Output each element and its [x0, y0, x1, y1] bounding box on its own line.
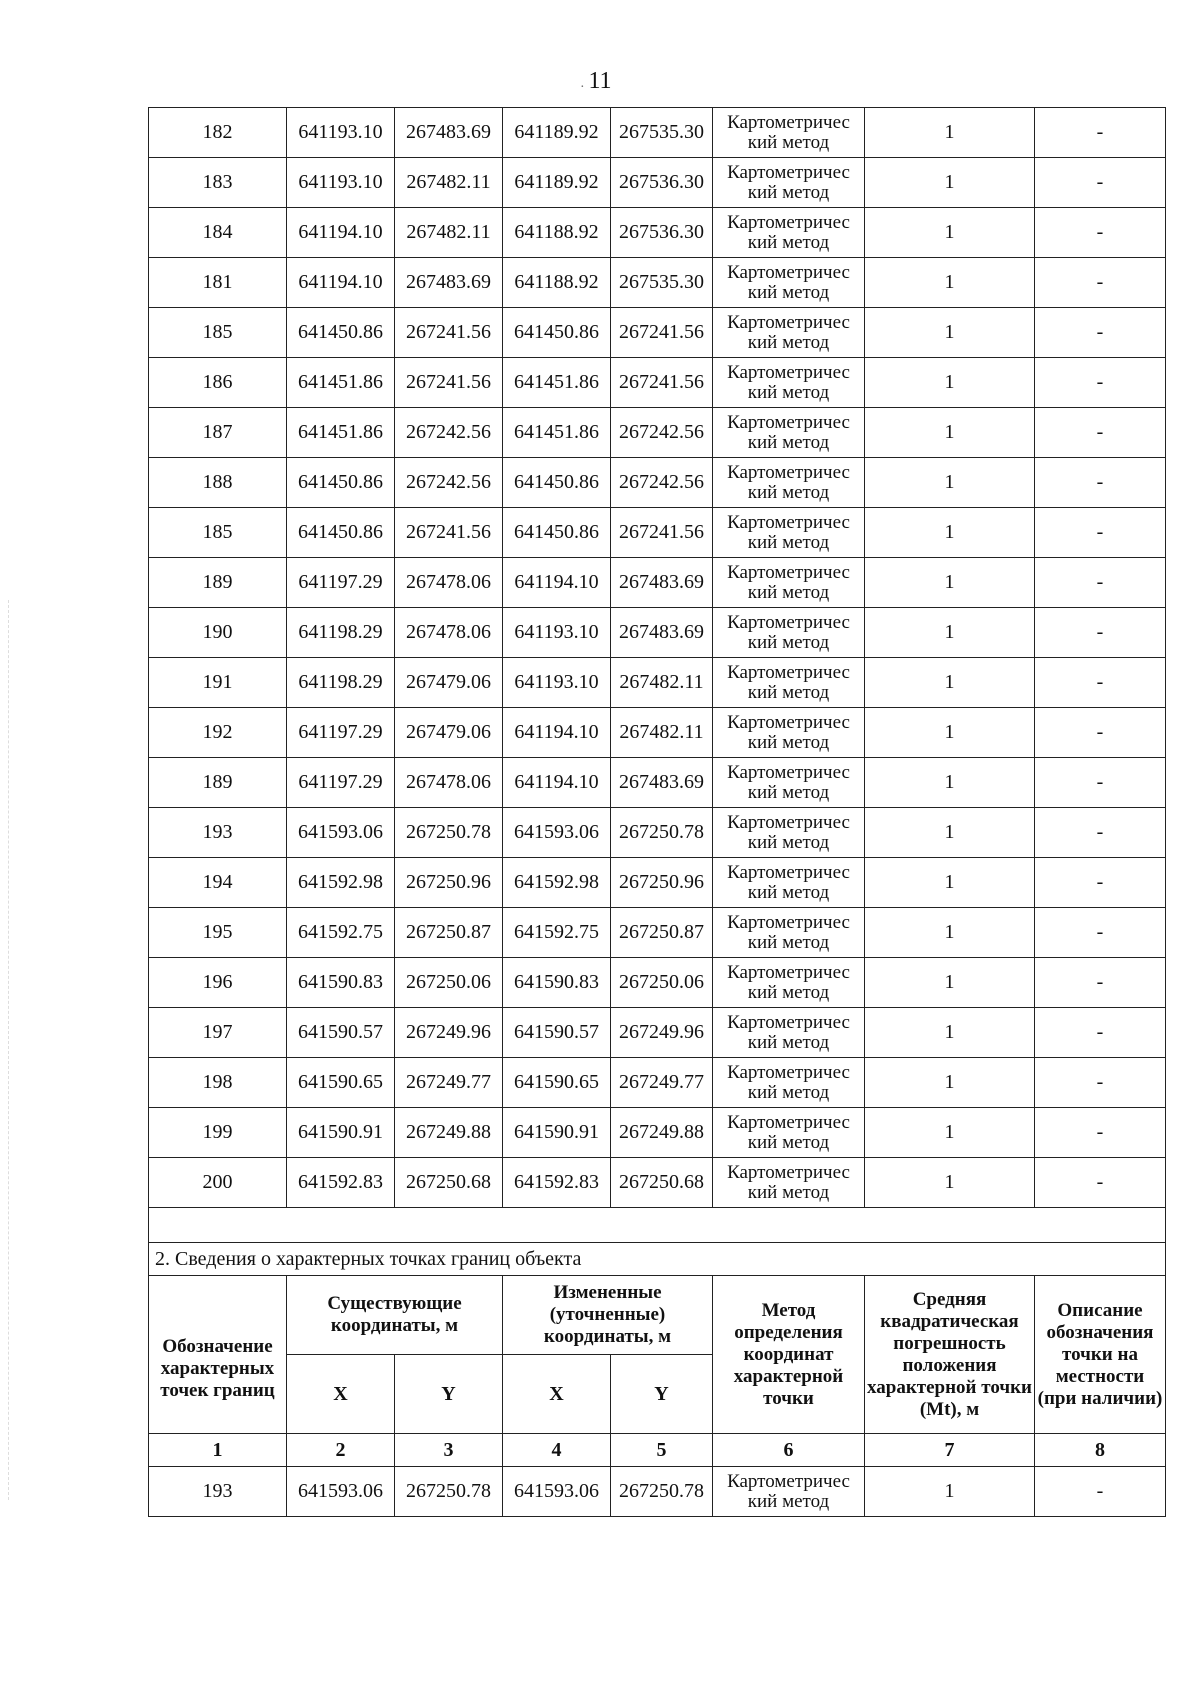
- method-cell: Картометричес кий метод: [713, 958, 865, 1008]
- existing-x-cell: 641193.10: [287, 158, 395, 208]
- error-cell: 1: [865, 1108, 1035, 1158]
- changed-x-cell: 641193.10: [503, 658, 611, 708]
- point-id-cell: 193: [149, 1467, 287, 1517]
- existing-x-cell: 641592.83: [287, 1158, 395, 1208]
- existing-y-cell: 267250.68: [395, 1158, 503, 1208]
- changed-y-cell: 267250.96: [611, 858, 713, 908]
- column-number: 7: [865, 1434, 1035, 1467]
- existing-y-cell: 267478.06: [395, 758, 503, 808]
- method-cell: Картометричес кий метод: [713, 708, 865, 758]
- point-id-cell: 181: [149, 258, 287, 308]
- header-description: Описание обозначения точки на местности (при наличии): [1035, 1276, 1166, 1434]
- method-cell: Картометричес кий метод: [713, 1158, 865, 1208]
- description-cell: -: [1035, 208, 1166, 258]
- error-cell: 1: [865, 558, 1035, 608]
- column-number: 6: [713, 1434, 865, 1467]
- description-cell: -: [1035, 408, 1166, 458]
- method-cell: Картометричес кий метод: [713, 458, 865, 508]
- description-cell: -: [1035, 108, 1166, 158]
- column-number: 5: [611, 1434, 713, 1467]
- existing-x-cell: 641193.10: [287, 108, 395, 158]
- point-id-cell: 185: [149, 308, 287, 358]
- description-cell: -: [1035, 1467, 1166, 1517]
- table-body-section2: [149, 1467, 1166, 1517]
- existing-x-cell: 641197.29: [287, 708, 395, 758]
- existing-y-cell: 267479.06: [395, 658, 503, 708]
- method-cell: Картометричес кий метод: [713, 908, 865, 958]
- method-cell: Картометричес кий метод: [713, 258, 865, 308]
- error-cell: 1: [865, 458, 1035, 508]
- changed-y-cell: 267242.56: [611, 458, 713, 508]
- column-number: 8: [1035, 1434, 1166, 1467]
- header-row-1: [149, 1276, 1166, 1355]
- method-cell: Картометричес кий метод: [713, 758, 865, 808]
- description-cell: -: [1035, 1058, 1166, 1108]
- description-cell: -: [1035, 908, 1166, 958]
- description-cell: -: [1035, 458, 1166, 508]
- description-cell: -: [1035, 158, 1166, 208]
- existing-y-cell: 267250.06: [395, 958, 503, 1008]
- changed-x-cell: 641590.57: [503, 1008, 611, 1058]
- existing-x-cell: 641590.57: [287, 1008, 395, 1058]
- table-row: [149, 508, 1166, 558]
- point-id-cell: 198: [149, 1058, 287, 1108]
- changed-y-cell: 267535.30: [611, 258, 713, 308]
- existing-x-cell: 641592.75: [287, 908, 395, 958]
- method-cell: Картометричес кий метод: [713, 558, 865, 608]
- table-row: [149, 908, 1166, 958]
- section-title-row: [149, 1243, 1166, 1276]
- column-number: 3: [395, 1434, 503, 1467]
- point-id-cell: 183: [149, 158, 287, 208]
- existing-y-cell: 267482.11: [395, 158, 503, 208]
- section-title: 2. Сведения о характерных точках границ объекта: [149, 1243, 1166, 1276]
- existing-x-cell: 641450.86: [287, 308, 395, 358]
- existing-y-cell: 267242.56: [395, 458, 503, 508]
- existing-y-cell: 267479.06: [395, 708, 503, 758]
- table-row: [149, 1058, 1166, 1108]
- description-cell: -: [1035, 958, 1166, 1008]
- header-y-changed: Y: [611, 1355, 713, 1434]
- existing-x-cell: 641450.86: [287, 508, 395, 558]
- changed-x-cell: 641592.75: [503, 908, 611, 958]
- table-row: [149, 958, 1166, 1008]
- blank-row: [149, 1208, 1166, 1243]
- table-row: [149, 408, 1166, 458]
- existing-x-cell: 641592.98: [287, 858, 395, 908]
- existing-y-cell: 267249.88: [395, 1108, 503, 1158]
- error-cell: 1: [865, 358, 1035, 408]
- method-cell: Картометричес кий метод: [713, 658, 865, 708]
- header-method: Метод определения координат характерной точки: [713, 1276, 865, 1434]
- changed-y-cell: 267250.06: [611, 958, 713, 1008]
- description-cell: -: [1035, 808, 1166, 858]
- table-body-section1: [149, 108, 1166, 1208]
- existing-y-cell: 267249.96: [395, 1008, 503, 1058]
- point-id-cell: 188: [149, 458, 287, 508]
- changed-y-cell: 267250.78: [611, 808, 713, 858]
- coordinates-table: [148, 107, 1166, 1517]
- changed-x-cell: 641188.92: [503, 208, 611, 258]
- method-cell: Картометричес кий метод: [713, 808, 865, 858]
- description-cell: -: [1035, 858, 1166, 908]
- existing-x-cell: 641590.83: [287, 958, 395, 1008]
- existing-y-cell: 267478.06: [395, 608, 503, 658]
- changed-y-cell: 267483.69: [611, 608, 713, 658]
- table-row: [149, 658, 1166, 708]
- changed-x-cell: 641450.86: [503, 458, 611, 508]
- existing-y-cell: 267250.78: [395, 1467, 503, 1517]
- table-row: [149, 158, 1166, 208]
- existing-y-cell: 267250.87: [395, 908, 503, 958]
- point-id-cell: 192: [149, 708, 287, 758]
- error-cell: 1: [865, 1058, 1035, 1108]
- existing-y-cell: 267250.78: [395, 808, 503, 858]
- changed-x-cell: 641194.10: [503, 758, 611, 808]
- existing-y-cell: 267478.06: [395, 558, 503, 608]
- description-cell: -: [1035, 508, 1166, 558]
- existing-x-cell: 641450.86: [287, 458, 395, 508]
- table-row: [149, 1158, 1166, 1208]
- description-cell: -: [1035, 658, 1166, 708]
- point-id-cell: 195: [149, 908, 287, 958]
- point-id-cell: 189: [149, 758, 287, 808]
- point-id-cell: 200: [149, 1158, 287, 1208]
- error-cell: 1: [865, 658, 1035, 708]
- header-changed-coordinates: Измененные (уточненные) координаты, м: [503, 1276, 713, 1355]
- changed-y-cell: 267250.87: [611, 908, 713, 958]
- header-x-changed: X: [503, 1355, 611, 1434]
- changed-y-cell: 267249.77: [611, 1058, 713, 1108]
- table-row: [149, 858, 1166, 908]
- changed-x-cell: 641188.92: [503, 258, 611, 308]
- changed-x-cell: 641592.83: [503, 1158, 611, 1208]
- changed-x-cell: 641590.65: [503, 1058, 611, 1108]
- error-cell: 1: [865, 808, 1035, 858]
- existing-y-cell: 267250.96: [395, 858, 503, 908]
- description-cell: -: [1035, 308, 1166, 358]
- existing-y-cell: 267483.69: [395, 258, 503, 308]
- method-cell: Картометричес кий метод: [713, 108, 865, 158]
- existing-y-cell: 267483.69: [395, 108, 503, 158]
- changed-y-cell: 267241.56: [611, 508, 713, 558]
- error-cell: 1: [865, 758, 1035, 808]
- changed-y-cell: 267241.56: [611, 358, 713, 408]
- changed-x-cell: 641451.86: [503, 358, 611, 408]
- table-row: [149, 1108, 1166, 1158]
- header-x-existing: X: [287, 1355, 395, 1434]
- description-cell: -: [1035, 358, 1166, 408]
- error-cell: 1: [865, 908, 1035, 958]
- error-cell: 1: [865, 408, 1035, 458]
- method-cell: Картометричес кий метод: [713, 408, 865, 458]
- table-row: [149, 308, 1166, 358]
- table-row: [149, 258, 1166, 308]
- error-cell: 1: [865, 308, 1035, 358]
- changed-x-cell: 641593.06: [503, 1467, 611, 1517]
- changed-y-cell: 267482.11: [611, 658, 713, 708]
- changed-y-cell: 267536.30: [611, 208, 713, 258]
- table-row: [149, 758, 1166, 808]
- header-point-designation: Обозначение характерных точек границ: [149, 1276, 287, 1434]
- column-number: 4: [503, 1434, 611, 1467]
- changed-y-cell: 267241.56: [611, 308, 713, 358]
- table-row: [149, 808, 1166, 858]
- existing-x-cell: 641593.06: [287, 1467, 395, 1517]
- point-id-cell: 186: [149, 358, 287, 408]
- table-row: [149, 608, 1166, 658]
- description-cell: -: [1035, 708, 1166, 758]
- error-cell: 1: [865, 708, 1035, 758]
- point-id-cell: 190: [149, 608, 287, 658]
- point-id-cell: 191: [149, 658, 287, 708]
- description-cell: -: [1035, 1158, 1166, 1208]
- existing-y-cell: 267241.56: [395, 358, 503, 408]
- changed-y-cell: 267482.11: [611, 708, 713, 758]
- changed-x-cell: 641451.86: [503, 408, 611, 458]
- point-id-cell: 189: [149, 558, 287, 608]
- table-row: [149, 458, 1166, 508]
- changed-y-cell: 267535.30: [611, 108, 713, 158]
- error-cell: 1: [865, 1158, 1035, 1208]
- changed-y-cell: 267483.69: [611, 758, 713, 808]
- table-row: [149, 708, 1166, 758]
- error-cell: 1: [865, 258, 1035, 308]
- point-id-cell: 194: [149, 858, 287, 908]
- method-cell: Картометричес кий метод: [713, 1108, 865, 1158]
- column-numbers-row: [149, 1434, 1166, 1467]
- table-row: [149, 108, 1166, 158]
- error-cell: 1: [865, 1467, 1035, 1517]
- error-cell: 1: [865, 208, 1035, 258]
- header-y-existing: Y: [395, 1355, 503, 1434]
- table-row: [149, 558, 1166, 608]
- scan-edge-mark: [8, 600, 10, 1500]
- changed-y-cell: 267250.68: [611, 1158, 713, 1208]
- changed-y-cell: 267249.88: [611, 1108, 713, 1158]
- table-row: [149, 208, 1166, 258]
- description-cell: -: [1035, 258, 1166, 308]
- description-cell: -: [1035, 758, 1166, 808]
- method-cell: Картометричес кий метод: [713, 308, 865, 358]
- page-dot: ·: [580, 80, 585, 95]
- changed-y-cell: 267536.30: [611, 158, 713, 208]
- method-cell: Картометричес кий метод: [713, 608, 865, 658]
- existing-y-cell: 267241.56: [395, 508, 503, 558]
- existing-x-cell: 641451.86: [287, 408, 395, 458]
- existing-y-cell: 267241.56: [395, 308, 503, 358]
- point-id-cell: 187: [149, 408, 287, 458]
- error-cell: 1: [865, 108, 1035, 158]
- existing-y-cell: 267249.77: [395, 1058, 503, 1108]
- error-cell: 1: [865, 608, 1035, 658]
- point-id-cell: 184: [149, 208, 287, 258]
- error-cell: 1: [865, 1008, 1035, 1058]
- column-number: 2: [287, 1434, 395, 1467]
- method-cell: Картометричес кий метод: [713, 358, 865, 408]
- existing-x-cell: 641198.29: [287, 658, 395, 708]
- method-cell: Картометричес кий метод: [713, 1058, 865, 1108]
- changed-x-cell: 641189.92: [503, 158, 611, 208]
- changed-y-cell: 267249.96: [611, 1008, 713, 1058]
- changed-x-cell: 641189.92: [503, 108, 611, 158]
- point-id-cell: 182: [149, 108, 287, 158]
- changed-x-cell: 641194.10: [503, 558, 611, 608]
- point-id-cell: 199: [149, 1108, 287, 1158]
- error-cell: 1: [865, 158, 1035, 208]
- changed-x-cell: 641193.10: [503, 608, 611, 658]
- existing-x-cell: 641194.10: [287, 258, 395, 308]
- method-cell: Картометричес кий метод: [713, 1467, 865, 1517]
- changed-y-cell: 267242.56: [611, 408, 713, 458]
- changed-x-cell: 641593.06: [503, 808, 611, 858]
- header-error: Средняя квадратическая погрешность положения характерной точки (Mt), м: [865, 1276, 1035, 1434]
- description-cell: -: [1035, 608, 1166, 658]
- table-row: [149, 1008, 1166, 1058]
- changed-x-cell: 641194.10: [503, 708, 611, 758]
- error-cell: 1: [865, 508, 1035, 558]
- changed-x-cell: 641590.91: [503, 1108, 611, 1158]
- description-cell: -: [1035, 558, 1166, 608]
- description-cell: -: [1035, 1108, 1166, 1158]
- changed-x-cell: 641590.83: [503, 958, 611, 1008]
- column-number: 1: [149, 1434, 287, 1467]
- method-cell: Картометричес кий метод: [713, 208, 865, 258]
- error-cell: 1: [865, 958, 1035, 1008]
- method-cell: Картометричес кий метод: [713, 858, 865, 908]
- existing-x-cell: 641451.86: [287, 358, 395, 408]
- existing-x-cell: 641194.10: [287, 208, 395, 258]
- description-cell: -: [1035, 1008, 1166, 1058]
- point-id-cell: 193: [149, 808, 287, 858]
- changed-x-cell: 641450.86: [503, 508, 611, 558]
- changed-y-cell: 267250.78: [611, 1467, 713, 1517]
- error-cell: 1: [865, 858, 1035, 908]
- point-id-cell: 196: [149, 958, 287, 1008]
- existing-y-cell: 267482.11: [395, 208, 503, 258]
- existing-x-cell: 641590.65: [287, 1058, 395, 1108]
- existing-x-cell: 641197.29: [287, 758, 395, 808]
- changed-x-cell: 641450.86: [503, 308, 611, 358]
- method-cell: Картометричес кий метод: [713, 158, 865, 208]
- existing-x-cell: 641590.91: [287, 1108, 395, 1158]
- changed-x-cell: 641592.98: [503, 858, 611, 908]
- point-id-cell: 197: [149, 1008, 287, 1058]
- page-number: 11: [588, 68, 612, 94]
- existing-x-cell: 641593.06: [287, 808, 395, 858]
- changed-y-cell: 267483.69: [611, 558, 713, 608]
- existing-y-cell: 267242.56: [395, 408, 503, 458]
- point-id-cell: 185: [149, 508, 287, 558]
- method-cell: Картометричес кий метод: [713, 508, 865, 558]
- table-row: [149, 358, 1166, 408]
- header-existing-coordinates: Существующие координаты, м: [287, 1276, 503, 1355]
- existing-x-cell: 641197.29: [287, 558, 395, 608]
- method-cell: Картометричес кий метод: [713, 1008, 865, 1058]
- table-row: [149, 1467, 1166, 1517]
- existing-x-cell: 641198.29: [287, 608, 395, 658]
